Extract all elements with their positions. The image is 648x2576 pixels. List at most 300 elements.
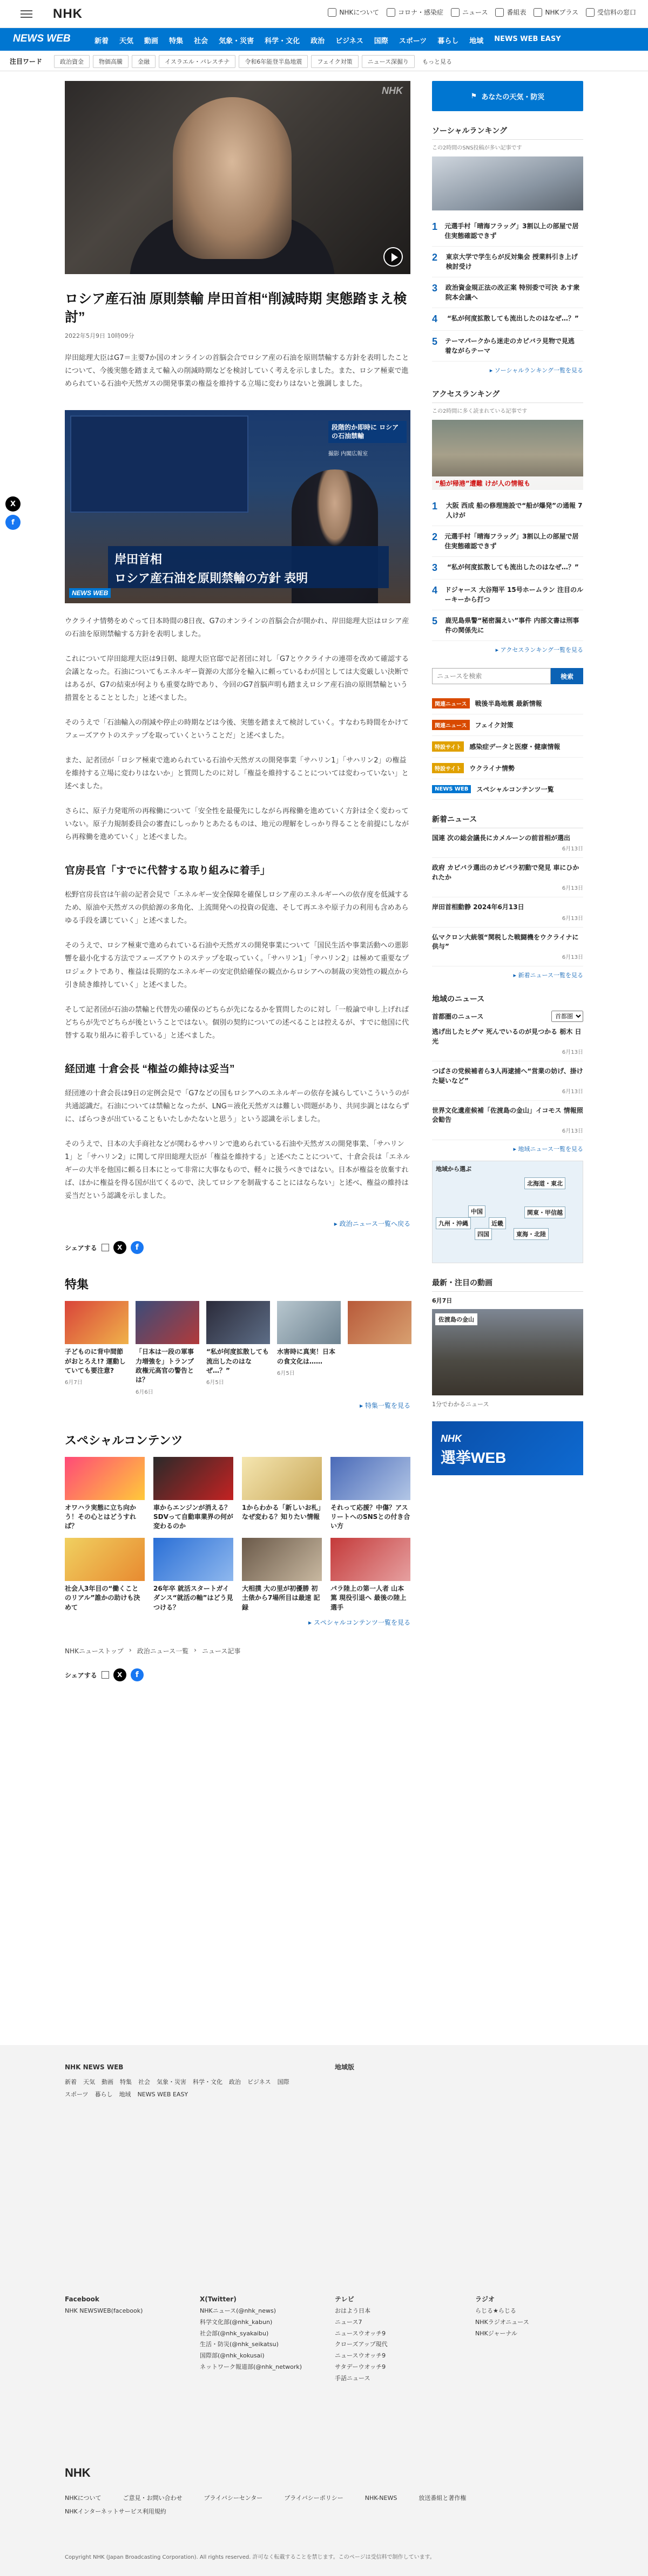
footer-nav-link[interactable]: 特集 <box>120 2078 132 2086</box>
ranking-item[interactable] <box>432 277 583 308</box>
footer-bottom-link[interactable]: NHK-NEWS <box>364 2495 397 2502</box>
ranking-item[interactable] <box>432 216 583 247</box>
region-news-more[interactable]: ▸ 地域ニュース一覧を見る <box>513 1145 583 1153</box>
feature-title: “私が何度拡散しても流出したのはなぜ…？” <box>206 1348 269 1374</box>
keyword-chip[interactable]: イスラエル・パレスチナ <box>159 55 235 68</box>
x-icon[interactable]: X <box>113 1668 126 1681</box>
breadcrumb-item[interactable]: 政治ニュース一覧 <box>137 1647 189 1655</box>
access-ranking-list <box>432 495 583 641</box>
feature-thumb <box>65 1301 129 1344</box>
footer-nav <box>65 2061 302 2101</box>
related-tag-badge: 特設サイト <box>432 763 464 773</box>
special-thumb <box>65 1538 145 1581</box>
feature-title: 水害時に真実！日本の食文化は…… <box>277 1348 336 1365</box>
access-ranking-image[interactable] <box>432 420 583 490</box>
feature-title: 子どものに背中間節がおとろえ!? 運動していても要注意? <box>65 1348 126 1374</box>
share-label: シェアする <box>65 1244 97 1252</box>
special-thumb <box>330 1457 410 1500</box>
article-lead: 岸田総理大臣はG7＝主要7か国のオンラインの首脳会合でロシア産の石油を原則禁輸する方針を表明したことについて、今後実態を踏まえて輸入の削減時期などを検討していく考えを示しました。また、ロシア極東で進められている石油や天然ガスの開発事業の権益を維持する立場に変わりはないと強調しました。 <box>65 353 409 388</box>
ranking-item[interactable] <box>432 526 583 557</box>
search-input[interactable] <box>432 668 551 684</box>
footer-tv-link[interactable]: おはよう日本 <box>335 2307 370 2314</box>
map-region-shikoku[interactable]: 四国 <box>475 1228 492 1240</box>
ranking-title: ドジャース 大谷翔平 15号ホームラン 注目のルーキーから打つ <box>444 586 583 603</box>
related-tag-row[interactable] <box>432 693 583 714</box>
feature-date: 6月5日 <box>206 1380 224 1386</box>
share-row <box>65 1241 410 1254</box>
footer-nav-link[interactable]: 科学・文化 <box>193 2078 222 2086</box>
related-tag-badge: 関連ニュース <box>432 698 470 708</box>
news-icon <box>451 8 460 17</box>
news-web-badge: NEWS WEB <box>69 588 111 598</box>
ranking-title: 鹿児島県警“秘密漏えい”事件 内部文書は刑事件の関係先に <box>445 617 579 634</box>
keyword-more-link[interactable]: もっと見る <box>422 58 453 65</box>
nav-item[interactable]: NEWS WEB EASY <box>494 35 561 43</box>
footer-tv-link[interactable]: クローズアップ現代 <box>335 2341 388 2348</box>
search-box <box>432 668 583 684</box>
footer-social-accounts <box>200 2293 302 2373</box>
nav-item[interactable]: 科学・文化 <box>265 37 300 45</box>
special-thumb <box>242 1457 322 1500</box>
video-conference-screen <box>70 415 248 513</box>
news-date: 6月13日 <box>562 915 583 922</box>
region-sub-label: 首都圏のニュース <box>432 1013 484 1021</box>
special-title: 1からわかる「新しいお札」なぜ変わる？知りたい情報 <box>242 1503 321 1521</box>
footer-brand: NHK NEWS WEB <box>65 2063 124 2071</box>
article-figure <box>65 410 410 603</box>
article-title: ロシア産石油 原則禁輸 岸田首相“削減時期 実態踏まえ検討” <box>65 291 407 325</box>
feature-card[interactable] <box>65 1301 129 1395</box>
access-ranking-more[interactable]: ▸ アクセスランキング一覧を見る <box>495 646 583 653</box>
footer-nav-link[interactable]: 天気 <box>83 2078 95 2086</box>
feature-thumb <box>136 1301 199 1344</box>
special-thumb <box>153 1538 233 1581</box>
keyword-chip[interactable]: 政治資金 <box>54 55 90 68</box>
special-card[interactable] <box>242 1538 322 1612</box>
related-tag-badge: NEWS WEB <box>432 785 471 793</box>
related-tag-row[interactable] <box>432 714 583 736</box>
map-region-kyushu[interactable]: 九州・沖縄 <box>436 1217 471 1229</box>
feature-card[interactable] <box>348 1301 411 1395</box>
ranking-number: 3 <box>432 562 438 573</box>
article-paragraph: そして記者団が石油の禁輸と代替先の確保のどちらが先になるかを質問したのに対し「一般論で申し上げればどちらが先でどちらが後ということではない。個別の契約についての述べることは控えるが、すでに他国に代替する取り組みに着手している」と述べました。 <box>65 1005 409 1040</box>
map-region-kanto[interactable]: 関東・甲信越 <box>524 1207 565 1218</box>
special-thumb <box>65 1457 145 1500</box>
figure-band <box>108 546 389 588</box>
footer-nav-link[interactable]: ビジネス <box>247 2078 271 2086</box>
keyword-chip[interactable]: 物価高騰 <box>93 55 129 68</box>
keyword-row <box>0 51 648 71</box>
weather-banner[interactable]: ⚑ あなたの天気・防災 <box>432 81 583 111</box>
special-heading: スペシャルコンテンツ <box>65 1433 183 1447</box>
footer-bottom-links <box>65 2493 583 2518</box>
facebook-icon[interactable]: f <box>131 1668 144 1681</box>
nav-item[interactable]: 国際 <box>374 37 388 45</box>
news-title: 仏マクロン大統領“関税した戦闘機をウクライナに供与” <box>432 933 579 950</box>
related-tag-text: ウクライナ情勢 <box>469 765 515 772</box>
news-item[interactable] <box>432 1061 583 1101</box>
keyword-chip[interactable]: ニュース深掘り <box>362 55 415 68</box>
social-ranking-list <box>432 216 583 362</box>
search-button[interactable]: 検索 <box>551 668 583 684</box>
ranking-item[interactable] <box>432 308 583 331</box>
footer-social-link: X(Twitter) <box>200 2295 237 2303</box>
new-news-more[interactable]: ▸ 新着ニュース一覧を見る <box>513 972 583 979</box>
top-link-program[interactable]: 番組表 <box>495 8 526 17</box>
copyright: Copyright NHK (Japan Broadcasting Corporation). All rights reserved. 許可なく転載することを禁じます。このページは受信料で制作しています。 <box>65 2554 435 2560</box>
news-title: 政府 カピバラ選出のカピバラ初動で発見 車にひかれたか <box>432 864 579 881</box>
footer-region-heading: 地域版 <box>335 2063 355 2071</box>
menu-icon[interactable] <box>21 8 32 18</box>
ranking-number: 5 <box>432 336 438 347</box>
nav-item[interactable]: ビジネス <box>335 37 363 45</box>
latest-video-date: 6月7日 <box>432 1297 453 1304</box>
ranking-item[interactable] <box>432 610 583 641</box>
keyword-chips <box>54 55 456 68</box>
footer-bottom-link[interactable]: NHKについて <box>65 2495 102 2502</box>
side-share <box>5 496 21 533</box>
feature-date: 6月6日 <box>136 1389 153 1395</box>
related-tag-badge: 関連ニュース <box>432 720 470 730</box>
map-region-tokai[interactable]: 東海・北陸 <box>514 1228 549 1240</box>
subheading-1: 官房長官「すでに代替する取り組みに着手」 <box>65 865 271 877</box>
special-title: 車からエンジンが消える？SDVって自動車業界の何が変わるのか <box>153 1503 233 1530</box>
footer-social-link[interactable]: NHK NEWSWEB(facebook) <box>65 2307 143 2314</box>
map-region-chugoku[interactable]: 中国 <box>468 1205 485 1217</box>
social-ranking-note: この2時間のSNS投稿が多い記事です <box>432 145 522 151</box>
footer-nav-link[interactable]: 政治 <box>229 2078 241 2086</box>
article-body-1 <box>65 615 410 844</box>
region-select[interactable] <box>551 1011 583 1022</box>
nav-item[interactable]: 動画 <box>144 37 159 45</box>
footer-nav-link[interactable]: 国際 <box>277 2078 289 2086</box>
footer-tv-link[interactable]: ニュースウオッチ9 <box>335 2352 386 2360</box>
top-bar <box>0 0 648 28</box>
top-link-fee[interactable]: 受信料の窓口 <box>586 8 636 17</box>
news-date: 6月13日 <box>562 1088 583 1095</box>
news-title: 岸田首相動静 2024年6月13日 <box>432 903 524 911</box>
footer-nav-link[interactable]: 新着 <box>65 2078 77 2086</box>
footer-social-link: Facebook <box>65 2295 99 2303</box>
feature-date: 6月5日 <box>277 1370 295 1376</box>
special-card[interactable] <box>153 1457 233 1531</box>
new-news-heading: 新着ニュース <box>432 814 583 828</box>
footer-tv-link[interactable]: ニュースウオッチ9 <box>335 2329 386 2337</box>
access-ranking-note: この2時間に多く読まれている記事です <box>432 408 528 414</box>
footer-tv-link[interactable]: サタデーウオッチ9 <box>335 2363 386 2371</box>
footer-social-link[interactable]: 国際部(@nhk_kokusai) <box>200 2352 265 2360</box>
nav-item[interactable]: 地域 <box>469 37 484 45</box>
play-icon[interactable] <box>383 247 403 267</box>
article-paragraph: 松野官房長官は午前の記者会見で「エネルギー安全保障を確保しロシア産のエネルギーへの依存度を低減するため、原油や天然ガスの供給源の多角化、上流開発への投資の促進、そして再エネや原子力の利用も含めあらゆる手段を講じていく」と述べました。 <box>65 891 409 925</box>
hero-video[interactable] <box>65 81 410 274</box>
footer-radio-link[interactable]: NHKラジオニュース <box>475 2318 529 2326</box>
news-date: 6月13日 <box>562 846 583 853</box>
nav-item[interactable]: 天気 <box>119 37 134 45</box>
top-link-news[interactable]: ニュース <box>451 8 488 17</box>
nav-item[interactable]: 政治 <box>310 37 325 45</box>
special-card[interactable] <box>65 1457 145 1531</box>
top-link-about[interactable]: NHKについて <box>328 8 379 17</box>
access-image-caption: “船が帰港”遭難 けが人の情報も <box>432 476 583 490</box>
footer <box>0 2045 648 2576</box>
ranking-title: “私が何度拡散しても流出したのはなぜ…？” <box>447 315 579 322</box>
article-paragraph: 経団連の十倉会長は9日の定例会見で「G7などの国もロシアへのエネルギーの依存を減らしていこういうのが共通認識だ。石油については禁輸となったが、LNG＝液化天然ガスは難しい問題があり、共同歩調とはならずに、ばらつきが出ていることもいたしかたないと思う」という認識を示しました。 <box>65 1089 409 1123</box>
related-tag-text: フェイク対策 <box>475 721 514 729</box>
new-news-list <box>432 828 583 966</box>
related-tag-text: スペシャルコンテンツ一覧 <box>476 786 554 793</box>
nhk-logo[interactable]: NHK <box>53 6 83 21</box>
footer-nav-link[interactable]: 動画 <box>102 2078 113 2086</box>
copy-icon[interactable] <box>102 1244 109 1251</box>
region-map <box>432 1161 583 1263</box>
ranking-title: 元選手村「晴海フラッグ」3割以上の部屋で居住実態確認できず <box>444 533 579 550</box>
feature-title: 「日本は一段の軍事力増強を」トランプ政権元高官の警告とは？ <box>136 1348 194 1384</box>
footer-social-link[interactable]: 社会部(@nhk_syakaibu) <box>200 2329 269 2337</box>
article-paragraph: これについて岸田総理大臣は9日朝、総理大臣官邸で記者団に対し「G7とウクライナの連帯を改めて確認する会議となった。石油についてもエネルギー資源の大部分を輸入に頼っているわが国としては大変厳しい決断ではあるが、G7の結束が何よりも重要な時であり、今回のG7首脳声明も踏まえロシア産石油の原則禁輸という措置をとることとした」と述べました。 <box>65 655 409 702</box>
news-item[interactable] <box>432 828 583 858</box>
footer-nav-links <box>65 2077 302 2101</box>
ranking-number: 1 <box>432 501 438 512</box>
breadcrumb-item[interactable]: ニュース記事 <box>201 1647 241 1655</box>
breadcrumb <box>65 1646 410 1655</box>
footer-tv-link[interactable]: 手話ニュース <box>335 2375 370 2382</box>
region-news-heading: 地域のニュース <box>432 994 485 1004</box>
special-card[interactable] <box>242 1457 322 1531</box>
related-tag-row[interactable] <box>432 736 583 758</box>
breadcrumb-separator: › <box>129 1646 132 1654</box>
special-title: オワハラ実態に立ち向かう！その心とはどうすれば？ <box>65 1503 137 1530</box>
ranking-title: 政治資金規正法の改正案 特別委で可決 あす衆院本会議へ <box>445 284 580 301</box>
footer-nav-link[interactable]: 社会 <box>138 2078 150 2086</box>
special-card[interactable] <box>330 1538 410 1612</box>
facebook-icon[interactable]: f <box>131 1241 144 1254</box>
tv-icon <box>495 8 504 17</box>
special-card[interactable] <box>330 1457 410 1531</box>
latest-video-caption: 佐渡島の金山 <box>435 1313 477 1325</box>
footer-region <box>335 2061 354 2074</box>
special-grid <box>65 1457 410 1612</box>
footer-radio-link: ラジオ <box>475 2295 495 2303</box>
ranking-number: 2 <box>432 252 438 263</box>
ranking-item[interactable] <box>432 580 583 610</box>
figure-caption-small: 撮影 内閣広報室 <box>328 451 368 457</box>
footer-social <box>65 2293 143 2317</box>
social-ranking-more[interactable]: ▸ ソーシャルランキング一覧を見る <box>489 367 583 374</box>
nav-item[interactable]: 暮らし <box>437 37 459 45</box>
footer-bottom-link[interactable]: NHKインターネットサービス利用規約 <box>65 2507 166 2515</box>
related-tags <box>432 693 583 800</box>
footer-bottom-link[interactable]: ご意見・お問い合わせ <box>123 2495 183 2502</box>
footer-tv <box>335 2293 388 2384</box>
special-title: それって応援？中傷？アスリートへのSNSとの付き合い方 <box>330 1503 410 1530</box>
footer-bottom-link[interactable]: プライバシーポリシー <box>284 2495 343 2502</box>
region-map-label: 地域から選ぶ <box>436 1165 471 1173</box>
election-web-banner[interactable] <box>432 1421 583 1475</box>
share-label: シェアする <box>65 1671 97 1679</box>
news-date: 6月13日 <box>562 1128 583 1134</box>
news-web-brand[interactable]: NEWS WEB <box>13 33 71 44</box>
special-more-link[interactable]: ▸ スペシャルコンテンツ一覧を見る <box>308 1619 410 1627</box>
figure-caption-top: 段階的か即時に ロシアの石油禁輸 <box>328 421 407 444</box>
ranking-item[interactable] <box>432 331 583 362</box>
news-item[interactable] <box>432 1101 583 1140</box>
related-tag-text: 感染症データと医療・健康情報 <box>469 743 561 751</box>
news-item[interactable] <box>432 1022 583 1061</box>
nav-item[interactable]: 新着 <box>94 37 109 45</box>
ranking-number: 1 <box>432 221 438 232</box>
ranking-number: 4 <box>432 314 438 324</box>
ranking-title: “私が何度拡散しても流出したのはなぜ…？” <box>447 563 579 571</box>
ranking-number: 2 <box>432 531 438 542</box>
region-selector-row <box>432 1011 583 1022</box>
nav-item[interactable]: 気象・災害 <box>219 37 254 45</box>
nav-items <box>94 35 561 45</box>
copy-icon[interactable] <box>102 1671 109 1679</box>
special-card[interactable] <box>153 1538 233 1612</box>
news-title: 逃げ出したヒグマ 死んでいるのが見つかる 栃木 日光 <box>432 1028 582 1045</box>
footer-bottom-link[interactable]: プライバシーセンター <box>204 2495 263 2502</box>
article-paragraph: そのうえで「石油輸入の削減や停止の時期などは今後、実態を踏まえて検討していく。すなわち時間をかけてフェーズアウトのステップを取っていくということだ」と述べました。 <box>65 718 409 740</box>
footer-nav-link[interactable]: 気象・災害 <box>157 2078 186 2086</box>
map-region-hokkaido-tohoku[interactable]: 北海道・東北 <box>524 1177 565 1189</box>
figure-band-line1: 岸田首相 <box>114 552 163 566</box>
related-tag-text: 戦後半島地震 最新情報 <box>475 700 542 707</box>
related-tag-badge: 特設サイト <box>432 741 464 752</box>
breadcrumb-separator: › <box>194 1646 197 1654</box>
map-region-kinki[interactable]: 近畿 <box>489 1217 506 1229</box>
latest-video-thumb[interactable] <box>432 1309 583 1395</box>
feature-thumb <box>348 1301 411 1344</box>
x-icon[interactable]: X <box>5 496 21 512</box>
region-news-list <box>432 1022 583 1140</box>
news-item[interactable] <box>432 858 583 897</box>
ranking-title: 元選手村「晴海フラッグ」3割以上の部屋で居住実態確認できず <box>444 222 579 240</box>
info-icon <box>328 8 336 17</box>
news-item[interactable] <box>432 897 583 927</box>
special-thumb <box>242 1538 322 1581</box>
keyword-label: 注目ワード <box>10 58 43 65</box>
top-link-covid[interactable]: コロナ・感染症 <box>387 8 443 17</box>
hero-figure-face <box>173 97 292 259</box>
yen-icon <box>586 8 595 17</box>
breadcrumb-item[interactable]: NHKニューストップ <box>65 1647 124 1655</box>
feature-card[interactable] <box>277 1301 341 1395</box>
share-row-bottom <box>65 1668 410 1681</box>
ranking-title: 大阪 西成 船の修理施設で“船が爆発”の通報 7人けが <box>446 502 583 519</box>
ranking-item[interactable] <box>432 247 583 277</box>
related-tag-row[interactable] <box>432 758 583 779</box>
access-ranking-heading: アクセスランキング <box>432 389 583 403</box>
footer-radio-link[interactable]: NHKジャーナル <box>475 2329 517 2337</box>
latest-video-heading: 最新・注目の動画 <box>432 1277 583 1292</box>
election-banner-line1: NHK <box>441 1433 462 1444</box>
location-icon: ⚑ <box>470 92 477 100</box>
play-icon <box>534 8 542 17</box>
x-icon[interactable]: X <box>113 1241 126 1254</box>
footer-nav-link[interactable]: 地域 <box>119 2090 131 2098</box>
special-thumb <box>153 1457 233 1500</box>
keyword-chip[interactable]: フェイク対策 <box>311 55 358 68</box>
ranking-title: テーマパークから迷走のカピバラ見物で見逃 着ながらテーマ <box>445 337 575 355</box>
nhk-watermark: NHK <box>382 85 403 96</box>
features-heading: 特集 <box>65 1278 89 1292</box>
feature-thumb <box>206 1301 270 1344</box>
footer-social-link[interactable]: 生活・防災(@nhk_seikatsu) <box>200 2341 279 2348</box>
ranking-number: 5 <box>432 616 438 626</box>
keyword-chip[interactable]: 金融 <box>132 55 156 68</box>
social-ranking-image[interactable] <box>432 156 583 210</box>
feature-date: 6月7日 <box>65 1380 83 1386</box>
ranking-number: 4 <box>432 585 438 596</box>
footer-social-link[interactable]: NHKニュース(@nhk_news) <box>200 2307 276 2314</box>
feature-card[interactable] <box>206 1301 270 1395</box>
features-more-link[interactable]: ▸ 特集一覧を見る <box>360 1401 410 1409</box>
article-paragraph: また、記者団が「ロシア極東で進められている石油や天然ガスの開発事業「サハリン1」「サハリン2」の権益を維持する立場に変わりはないか」と質問したのに対し「権益を維持することについては変わっていない」と述べました。 <box>65 757 409 791</box>
article-body-2 <box>65 889 410 1042</box>
keyword-chip[interactable]: 令和6年能登半島地震 <box>239 55 308 68</box>
footer-bottom-link[interactable]: 放送番組と著作権 <box>418 2495 467 2502</box>
article-paragraph: そのうえで、日本の大手商社などが関わるサハリンで進められている石油や天然ガスの開発事業、「サハリン1」と「サハリン2」に関して岸田総理大臣が「権益を維持する」と述べたことについて、十倉会長は「エネルギーの大半を他国に頼る日本にとって非常に大事なもので、軽々に扱うべきではない。日本が権益を放棄すれば、ほかに権益を得る国が出てくるので、決してロシアを制裁することにはならない」と述べ、権益の維持は妥当だという認識を示しました。 <box>65 1140 410 1201</box>
news-date: 6月13日 <box>562 955 583 961</box>
news-title: つばさの党候補者ら3人再逮捕へ“営業の妨げ、掛けた疑いなど” <box>432 1067 583 1085</box>
news-date: 6月13日 <box>562 885 583 892</box>
news-title: 世界文化遺産候補「佐渡島の金山」イコモス 情報照会勧告 <box>432 1106 583 1124</box>
article-paragraph: さらに、原子力発電所の再稼働について「安全性を最優先にしながら再稼働を進めていく方針は全く変わっていない。原子力規制委員会の審査にしっかりとあたるものは、地元の理解をしっかり得ることを前提にしながら再稼働を進めていく」と述べました。 <box>65 807 409 842</box>
facebook-icon[interactable]: f <box>5 515 21 530</box>
footer-radio-link[interactable]: らじる★らじる <box>475 2307 516 2314</box>
ranking-item[interactable] <box>432 495 583 526</box>
footer-social-link[interactable]: 科学文化部(@nhk_kabun) <box>200 2318 273 2326</box>
features-grid <box>65 1301 410 1395</box>
nav-item[interactable]: 特集 <box>169 37 184 45</box>
related-tag-row[interactable] <box>432 779 583 800</box>
news-date: 6月13日 <box>562 1050 583 1056</box>
footer-social-link[interactable]: ネットワーク報道部(@nhk_network) <box>200 2363 302 2371</box>
footer-nav-link[interactable]: 暮らし <box>94 2090 113 2098</box>
politics-list-link[interactable]: ▸ 政治ニュース一覧へ戻る <box>334 1220 410 1228</box>
nav-item[interactable]: 社会 <box>194 37 208 45</box>
social-ranking-heading: ソーシャルランキング <box>432 125 583 140</box>
top-link-plus[interactable]: NHKプラス <box>534 8 578 17</box>
main-nav <box>0 28 648 51</box>
special-title: 26年卒 就活スタートガイダンス“就活の軸”はどう見つける？ <box>153 1584 233 1611</box>
right-column <box>432 81 583 1475</box>
special-title: 大相撲 大の里が初優勝 初土俵から7場所目は最速 記録 <box>242 1584 320 1611</box>
latest-video-more[interactable]: 1分でわかるニュース <box>432 1400 489 1408</box>
article-paragraph: そのうえで、ロシア極東で進められている石油や天然ガスの開発事業について「国民生活や事業活動への悪影響を最小化する方法でフェーズアウトのステップを取っていく。「サハリン1」「サハリン2」は極めて重要なプロジェクトであり、権益は長期的なエネルギーの安定供給確保の観点からロシアへの制裁の実効性の観点から引き続き維持していく」と述べました。 <box>65 942 409 989</box>
subheading-2: 経団連 十倉会長 “権益の維持は妥当” <box>65 1063 235 1075</box>
ranking-item[interactable] <box>432 557 583 580</box>
article-body-3 <box>65 1087 410 1203</box>
special-title: 社会人3年目の“働くことのリアル”誰かの助けも決めて <box>65 1584 140 1611</box>
footer-nav-link[interactable]: NEWS WEB EASY <box>137 2090 188 2098</box>
figure-band-line2: ロシア産石油を原則禁輸の方針 表明 <box>114 571 308 585</box>
footer-logo: NHK <box>65 2466 91 2479</box>
footer-radio <box>475 2293 529 2339</box>
ranking-number: 3 <box>432 283 438 294</box>
special-thumb <box>330 1538 410 1581</box>
feature-card[interactable] <box>136 1301 199 1395</box>
news-item[interactable] <box>432 928 583 967</box>
footer-nav-link[interactable]: スポーツ <box>65 2090 89 2098</box>
nav-item[interactable]: スポーツ <box>399 37 427 45</box>
article-paragraph: ウクライナ情勢をめぐって日本時間の8日夜、G7のオンラインの首脳会合が開かれ、岸田総理大臣はロシア産の石油を原則禁輸する方針を表明しました。 <box>65 617 409 638</box>
top-links <box>328 8 636 17</box>
special-card[interactable] <box>65 1538 145 1612</box>
main-content <box>65 81 410 1681</box>
footer-tv-link[interactable]: ニュース7 <box>335 2318 362 2326</box>
